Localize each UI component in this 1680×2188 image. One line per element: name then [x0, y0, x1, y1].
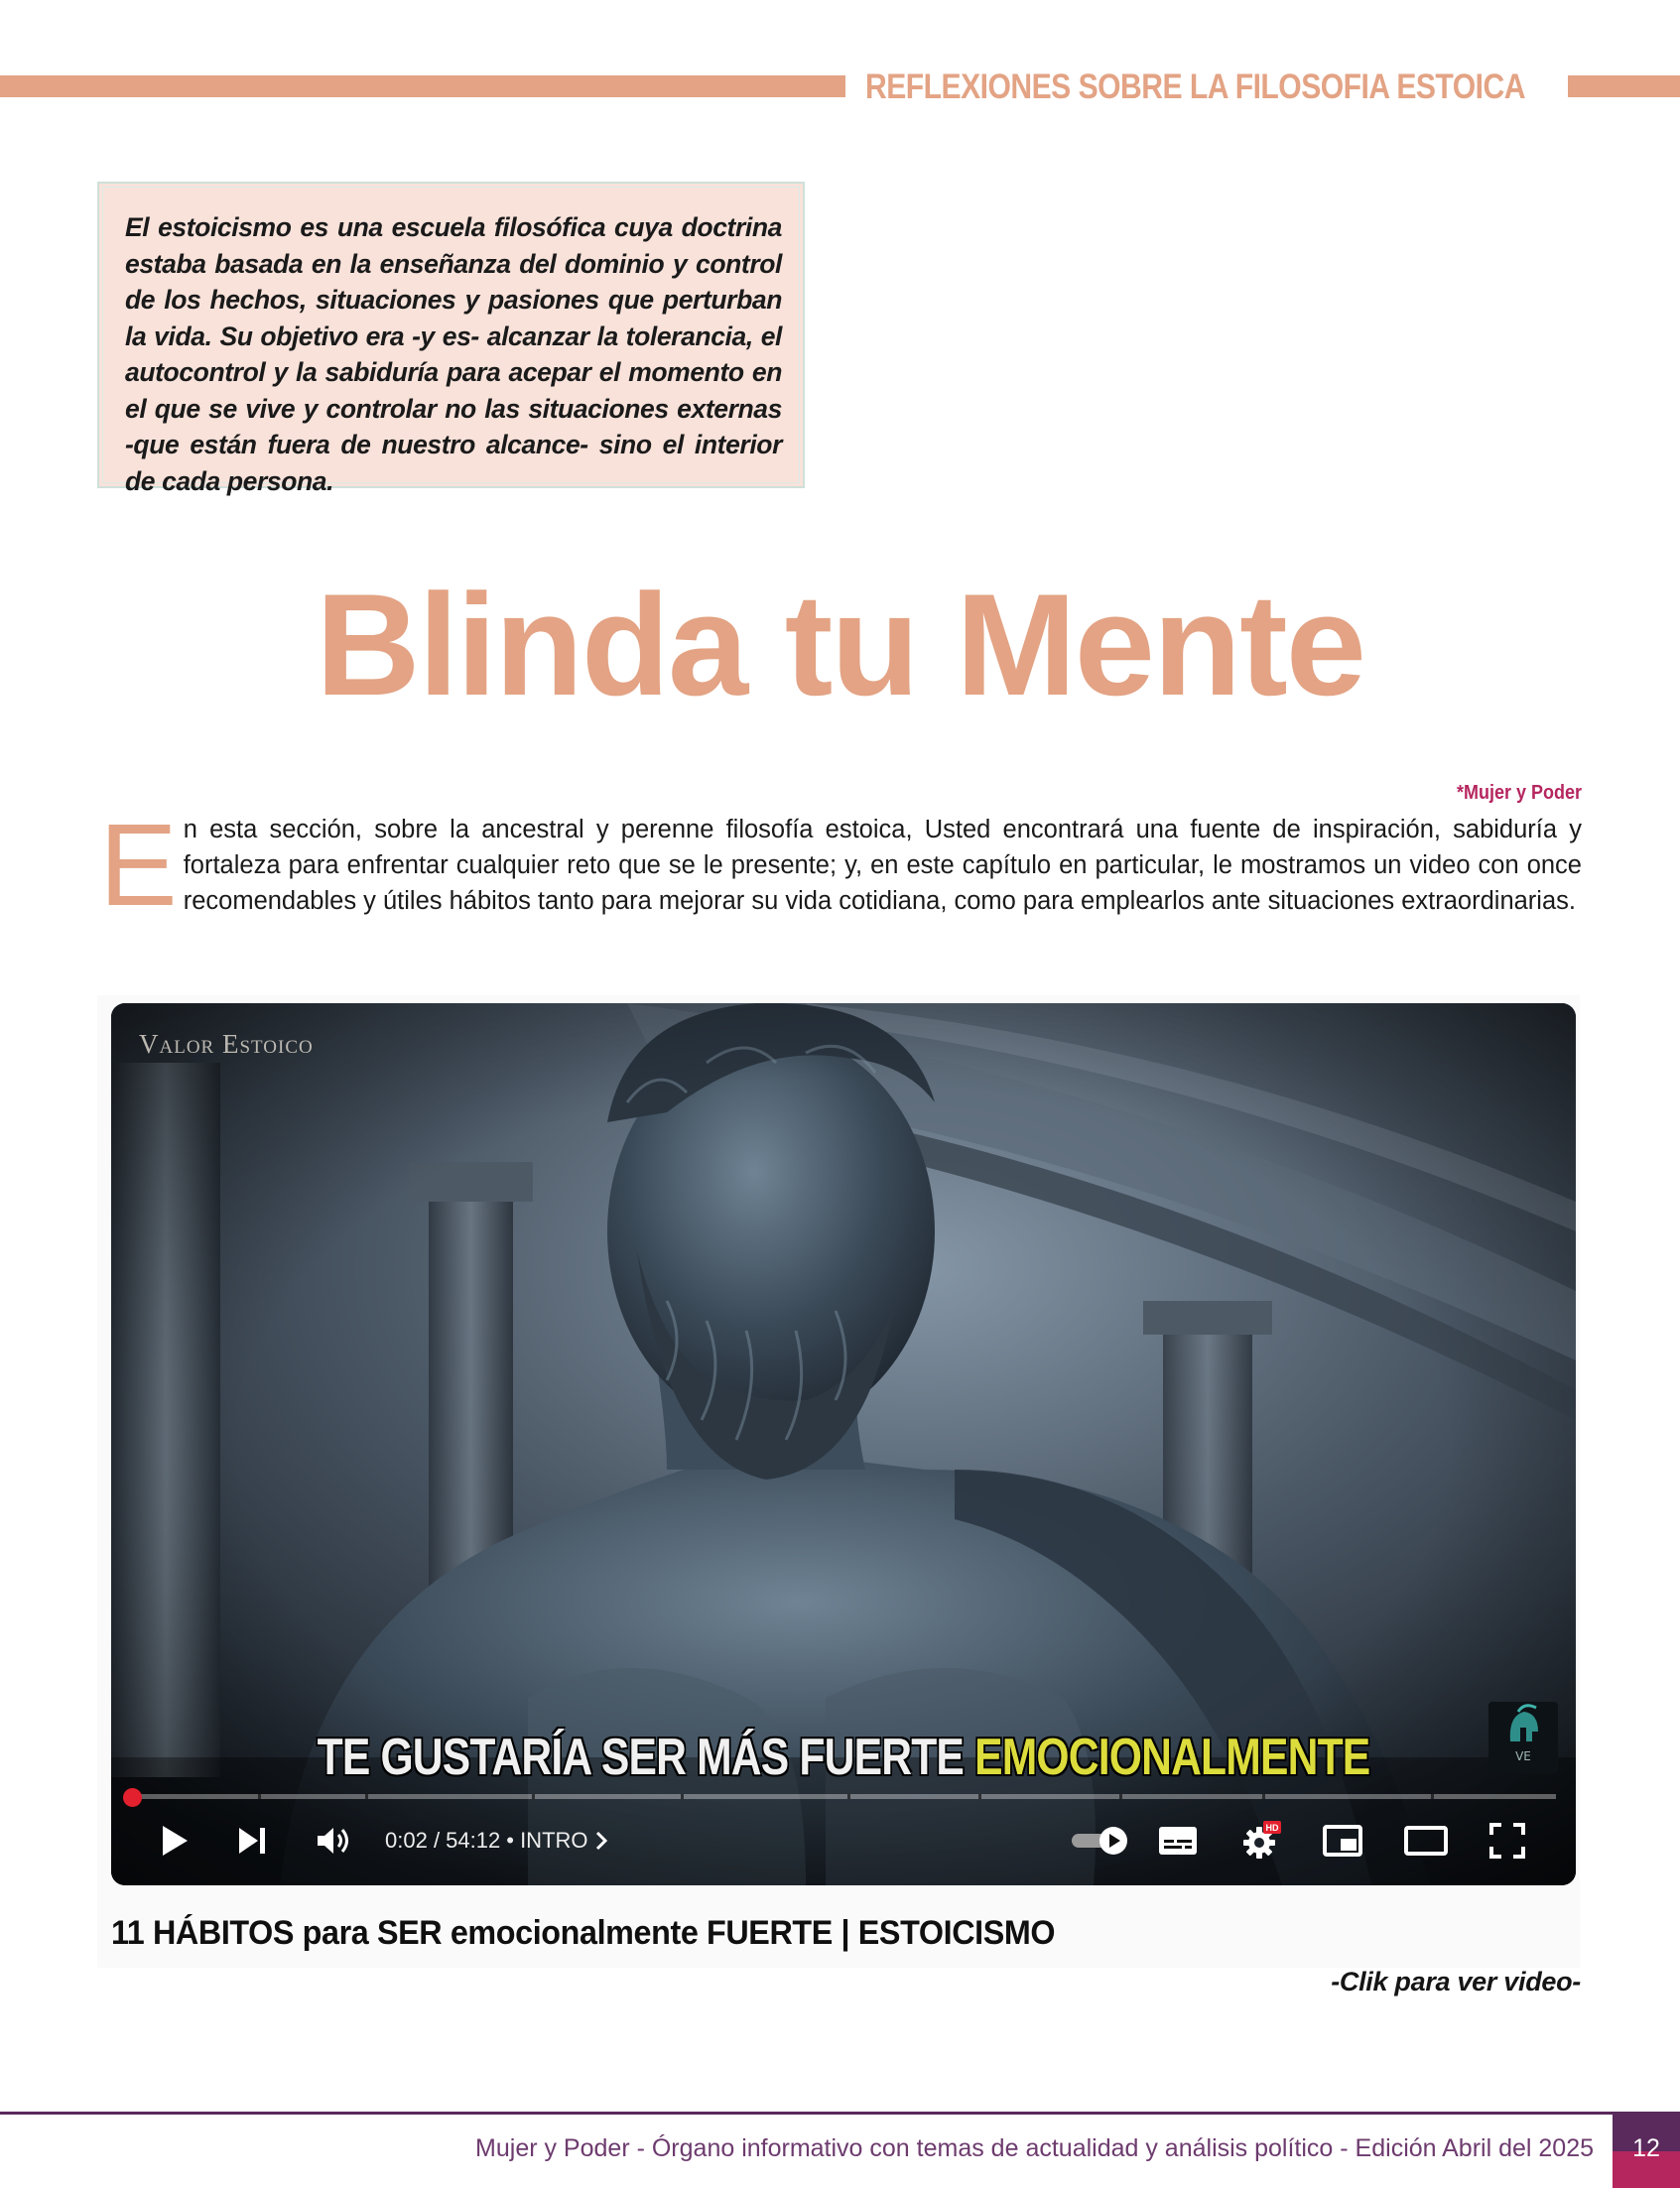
channel-watermark: Valor Estoico — [139, 1029, 314, 1059]
chapter-marker — [1431, 1794, 1434, 1799]
settings-icon — [1241, 1821, 1281, 1861]
article-byline: *Mujer y Poder — [1456, 782, 1582, 804]
video-caption-highlight: EMOCIONALMENTE — [974, 1729, 1370, 1786]
chapter-separator: • — [506, 1828, 514, 1853]
article-headline: Blinda tu Mente — [316, 564, 1364, 725]
miniplayer-icon — [1323, 1825, 1362, 1857]
autoplay-toggle[interactable] — [1068, 1809, 1133, 1872]
chapter-marker — [532, 1794, 535, 1799]
miniplayer-button[interactable] — [1318, 1809, 1367, 1872]
fullscreen-icon — [1489, 1823, 1525, 1859]
progress-bar[interactable] — [131, 1794, 1556, 1799]
chapter-label: INTRO — [520, 1828, 588, 1853]
subtitles-icon — [1158, 1826, 1198, 1856]
volume-button[interactable] — [310, 1809, 357, 1872]
progress-scrubber[interactable] — [123, 1788, 142, 1807]
next-button[interactable] — [228, 1809, 276, 1872]
chapter-marker — [978, 1794, 981, 1799]
video-title[interactable]: 11 HÁBITOS para SER emocionalmente FUERTE | ESTOICISMO — [111, 1914, 1056, 1952]
watch-video-link[interactable]: -Clik para ver video- — [1331, 1967, 1581, 1996]
intro-quote-box — [97, 182, 805, 496]
chapter-marker — [1119, 1794, 1122, 1799]
chapter-marker — [1262, 1794, 1265, 1799]
play-button[interactable] — [151, 1809, 198, 1872]
theater-mode-button[interactable] — [1401, 1809, 1451, 1872]
header-rule-left — [0, 75, 845, 97]
current-time: 0:02 — [385, 1828, 428, 1853]
video-player[interactable] — [111, 1003, 1576, 1885]
video-caption — [243, 1728, 1444, 1787]
duration: 54:12 — [446, 1828, 501, 1853]
volume-icon — [316, 1825, 351, 1857]
channel-badge[interactable] — [1488, 1702, 1558, 1773]
player-controls — [111, 1809, 1576, 1872]
article-body-text: n esta sección, sobre la ancestral y perenne filosofía estoica, Usted encontrará una fuente de inspiración, sabiduría y fortaleza para enfrentar cualquier reto que se le presente; y, en este capítulo en particular, le mostramos un video con once recomendables y útiles hábitos tanto para mejorar su vida cotidiana, como para emplearlos ante situaciones extraordinarias. — [183, 816, 1582, 915]
drop-cap: E — [99, 800, 178, 931]
subtitles-button[interactable] — [1153, 1809, 1203, 1872]
chapter-marker — [365, 1794, 368, 1799]
page-number: 12 — [1632, 2134, 1660, 2162]
chapter-button[interactable] — [520, 1828, 608, 1853]
header-rule-right — [1568, 75, 1680, 97]
settings-button[interactable] — [1236, 1809, 1286, 1872]
hd-badge: HD — [1265, 1823, 1279, 1833]
fullscreen-button[interactable] — [1483, 1809, 1532, 1872]
intro-quote-text: El estoicismo es una escuela filosófica cuya doctrina estaba basada en la enseñanza del dominio y control de los hechos, situaciones y pasiones que perturban la vida. Su objetivo era -y es- alcanzar la tolerancia, el autocontrol y la sabiduría para acepar el momento en el que se vive y controlar no las situaciones externas -que están fuera de nuestro alcance- sino el interior de cada persona. — [125, 212, 782, 496]
footer-rule — [0, 2112, 1613, 2115]
chapter-marker — [681, 1794, 684, 1799]
autoplay-toggle-icon — [1070, 1825, 1131, 1857]
next-icon — [236, 1826, 268, 1856]
time-separator: / — [427, 1828, 447, 1853]
play-icon — [160, 1824, 190, 1858]
chapter-marker — [258, 1794, 261, 1799]
channel-badge-label: VE — [1515, 1749, 1531, 1763]
chapter-marker — [847, 1794, 850, 1799]
video-caption-main: TE GUSTARÍA SER MÁS FUERTE — [317, 1729, 975, 1786]
article-body — [99, 800, 1582, 931]
chevron-right-icon — [594, 1831, 608, 1851]
footer-publication-info: Mujer y Poder - Órgano informativo con temas de actualidad y análisis político - Edición Abril del 2025 — [475, 2134, 1594, 2162]
theater-icon — [1404, 1826, 1448, 1856]
time-display — [385, 1809, 608, 1872]
section-title: REFLEXIONES SOBRE LA FILOSOFIA ESTOICA — [865, 67, 1525, 106]
spartan-helmet-icon — [1488, 1702, 1558, 1751]
